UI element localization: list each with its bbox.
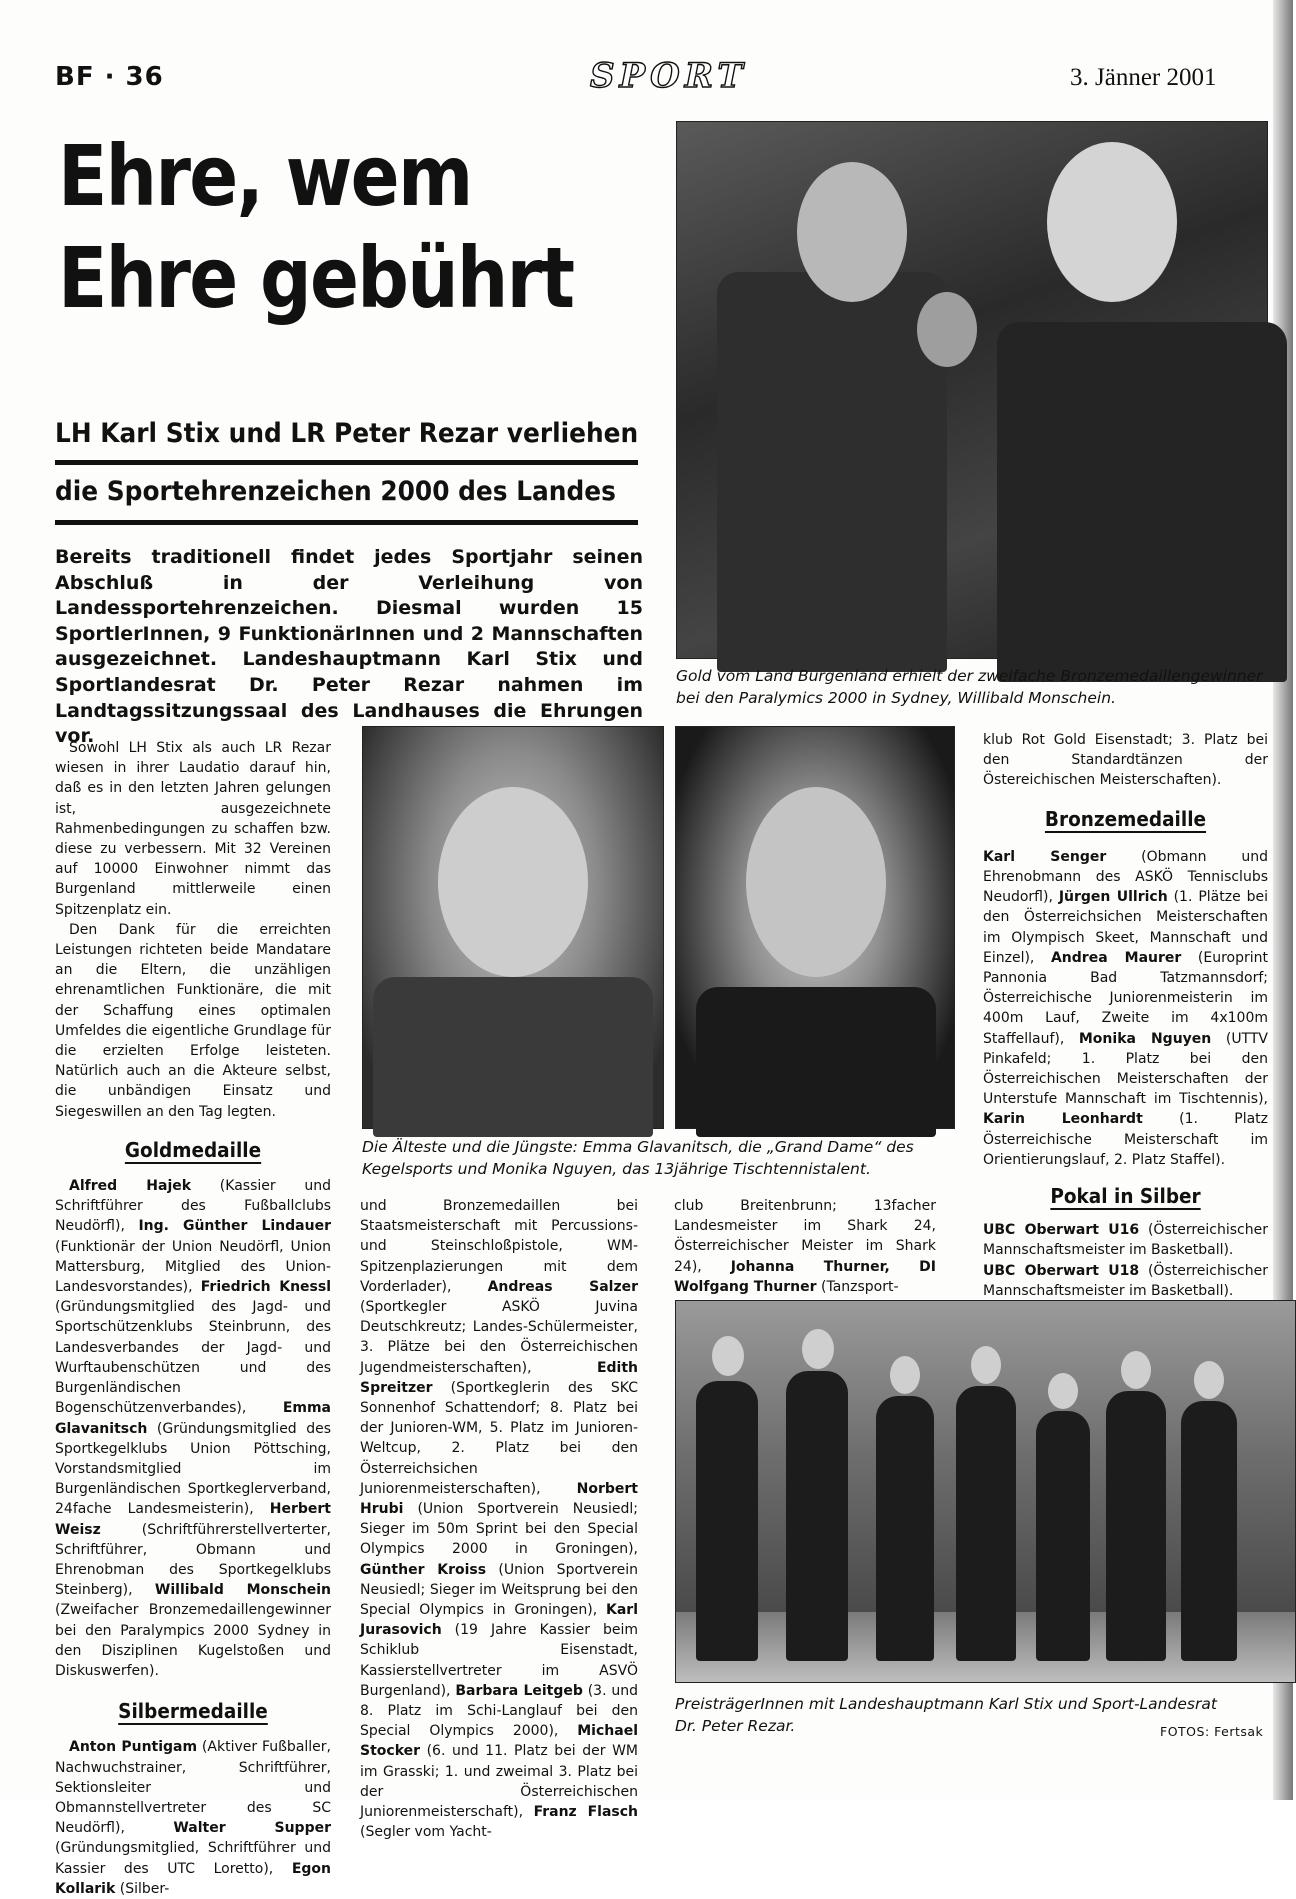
body-paragraph-1: Sowohl LH Stix als auch LR Rezar wiesen in ihrer Laudatio darauf hin, daß es in den letzten Jahren gelungen ist, ausgezeichnete Rahmenbedingungen zu schaffen bzw. diese zu verbessern. Mit 32 Vereinen auf 10000 Einwohner nimmt das Burgenland mittlerweile einen Spitzenplatz ein. [55, 740, 331, 918]
subheadline-rule-1 [55, 460, 638, 465]
headline-line-2: Ehre gebührt [58, 229, 574, 327]
pokal-entry-u16: UBC Oberwart U16 (Österreichischer Mannschaftsmeister im Basketball). [983, 1222, 1268, 1259]
caption-middle-line-2: Kegelsports und Monika Nguyen, das 13jährige Tischtennistalent. [362, 1160, 871, 1178]
caption-middle-line-1: Die Älteste und die Jüngste: Emma Glavanitsch, die „Grand Dame“ des [362, 1138, 914, 1156]
photo-award-handshake [676, 121, 1268, 659]
photo-award-winners-group [675, 1300, 1296, 1683]
issue-date: 3. Jänner 2001 [1070, 64, 1217, 91]
article-column-2 [360, 1196, 638, 1843]
caption-bottom-photo: PreisträgerInnen mit Landeshauptmann Karl Stix und Sport-Landesrat Dr. Peter Rezar. [675, 1695, 1217, 1735]
article-column-3 [674, 1196, 936, 1297]
silbermedaille-list-part-2: und Bronzemedaillen bei Staatsmeisterschaft mit Percussions- und Steinschloßpistole, WM-Spitzenplazierungen mit dem Vorderlader), Andreas Salzer (Sportkegler ASKÖ Juvina Deutschkreutz; Landes-Schülermeister, 3. Plätze bei den Österreichischen Jugendmeisterschaften), Edith Spreitzer (Sportkeglerin des SKC Sonnenhof Schattendorf; 8. Platz bei der Junioren-WM, 5. Platz im Junioren-Weltcup, 2. Platz bei den Österreichsichen Juniorenmeisterschaften), Norbert Hrubi (Union Sportverein Neusiedl; Sieger im 50m Sprint bei den Special Olympics 2000 in Groningen), Günther Kroiss (Union Sportverein Neusiedl; Sieger im Weitsprung bei den Special Olympics in Groningen), Karl Jurasovich (19 Jahre Kassier beim Schiklub Eisenstadt, Kassierstellvertreter im ASVÖ Burgenland), Barbara Leitgeb (3. und 8. Platz im Schi-Langlauf bei den Special Olympics 2000), Michael Stocker (6. und 11. Platz bei der WM im Grasski; 1. und zweimal 3. Platz bei der Österreichischen Juniorenmeisterschaft), Franz Flasch (Segler vom Yacht- [360, 1198, 639, 1841]
silbermedaille-list-part-4: klub Rot Gold Eisenstadt; 3. Platz bei den Standardtänzen der Östereichischen Meisterschaften). [983, 732, 1268, 789]
photo-monika-nguyen [675, 726, 955, 1129]
pokal-entry-u18: UBC Oberwart U18 (Österreichischer Mannschaftsmeister im Basketball). [983, 1262, 1268, 1299]
caption-top-photo: Gold vom Land Burgenland erhielt der zweifache Bronzemedaillengewinner bei den Paralymics 2000 in Sydney, Willibald Monschein. [676, 667, 1263, 707]
goldmedaille-heading: Goldmedaille [124, 1137, 262, 1162]
bronzemedaille-heading: Bronzemedaille [1044, 806, 1207, 831]
page-reference: BF · 36 [55, 62, 164, 92]
subheadline-line-1: LH Karl Stix und LR Peter Rezar verliehen [55, 418, 639, 449]
silbermedaille-heading: Silbermedaille [118, 1699, 268, 1724]
body-paragraph-2: Den Dank für die erreichten Leistungen richteten beide Mandatare an die Eltern, die unzähligen ehrenamtlichen Funktionäre, die mit der Schaffung eines optimalen Umfeldes die eigentliche Grundlage für die erzielten Erfolge leisteten. Natürlich auch an die Akteure selbst, die unbändigen Einsatz und Siegeswillen an den Tag legten. [55, 921, 331, 1120]
pokal-heading: Pokal in Silber [1050, 1184, 1201, 1209]
article-column-4 [983, 730, 1268, 1301]
silbermedaille-list-part-3: club Breitenbrunn; 13facher Landesmeister im Shark 24, Österreichischer Meister im Shark 24), Johanna Thurner, DI Wolfgang Thurner (Tanzsport- [674, 1198, 936, 1295]
photo-credit: FOTOS: Fertsak [1160, 1724, 1264, 1739]
subheadline-rule-2 [55, 520, 638, 525]
article-column-1 [55, 738, 331, 1899]
headline-line-1: Ehre, wem [58, 127, 472, 225]
photo-emma-glavanitsch [362, 726, 664, 1129]
intro-paragraph: Bereits traditionell findet jedes Sportjahr seinen Abschluß in der Verleihung von Landessportehrenzeichen. Diesmal wurden 15 SportlerInnen, 9 FunktionärInnen und 2 Mannschaften ausgezeichnet. Landeshauptmann Karl Stix und Sportlandesrat Dr. Peter Rezar nahmen im Landtagssitzungssaal des Landhauses die Ehrungen vor. [55, 546, 643, 748]
headline [58, 125, 608, 329]
section-title: SPORT [590, 56, 748, 96]
caption-middle-photos [362, 1136, 962, 1180]
subheadline-line-2: die Sportehrenzeichen 2000 des Landes [55, 476, 616, 507]
bronzemedaille-list: Karl Senger (Obmann und Ehrenobmann des ASKÖ Tennisclubs Neudorfl), Jürgen Ullrich (1. Plätze bei den Österreichsichen Meisterschaften im Olympisch Skeet, Mannschaft und Einzel), Andrea Maurer (Europrint Pannonia Bad Tatzmannsdorf; Österreichische Juniorenmeisterin im 400m Lauf, Zweite im 4x100m Staffellauf), Monika Nguyen (UTTV Pinkafeld; 1. Platz bei den Österreichischen Meisterschaften der Unterstufe Mannschaft im Tischtennis), Karin Leonhardt (1. Platz Österreichische Meisterschaft im Orientierungslauf, 2. Platz Staffel). [983, 848, 1269, 1168]
goldmedaille-list: Alfred Hajek (Kassier und Schriftführer des Fußballclubs Neudörfl), Ing. Günther Lindauer (Funktionär der Union Neudörfl, Union Mattersburg, Mitglied des Union-Landesvorstandes), Friedrich Knessl (Gründungsmitglied des Jagd- und Sportschützenklubs Steinbrunn, des Landesverbandes der Jagd- und Wurftaubenschützen und des Burgenländischen Bogenschützenverbandes), Emma Glavanitsch (Gründungsmitglied des Sportkegelklubs Union Pöttsching, Vorstandsmitglied im Burgenländischen Sportkeglerverband, 24fache Landesmeisterin), Herbert Weisz (Schriftführerstellverterter, Schriftführer, Obmann und Ehrenobman des Sportkegelklubs Steinberg), Willibald Monschein (Zweifacher Bronzemedaillengewinner bei den Paralympics 2000 Sydney in den Disziplinen Kugelstoßen und Diskuswerfen). [55, 1178, 331, 1679]
silbermedaille-list-part-1: Anton Puntigam (Aktiver Fußballer, Nachwuchstrainer, Schriftführer, Sektionsleiter und Obmannstellvertreter des SC Neudörfl), Walter Supper (Gründungsmitglied, Schriftführer und Kassier des UTC Loretto), Egon Kollarik (Silber- [55, 1739, 331, 1897]
